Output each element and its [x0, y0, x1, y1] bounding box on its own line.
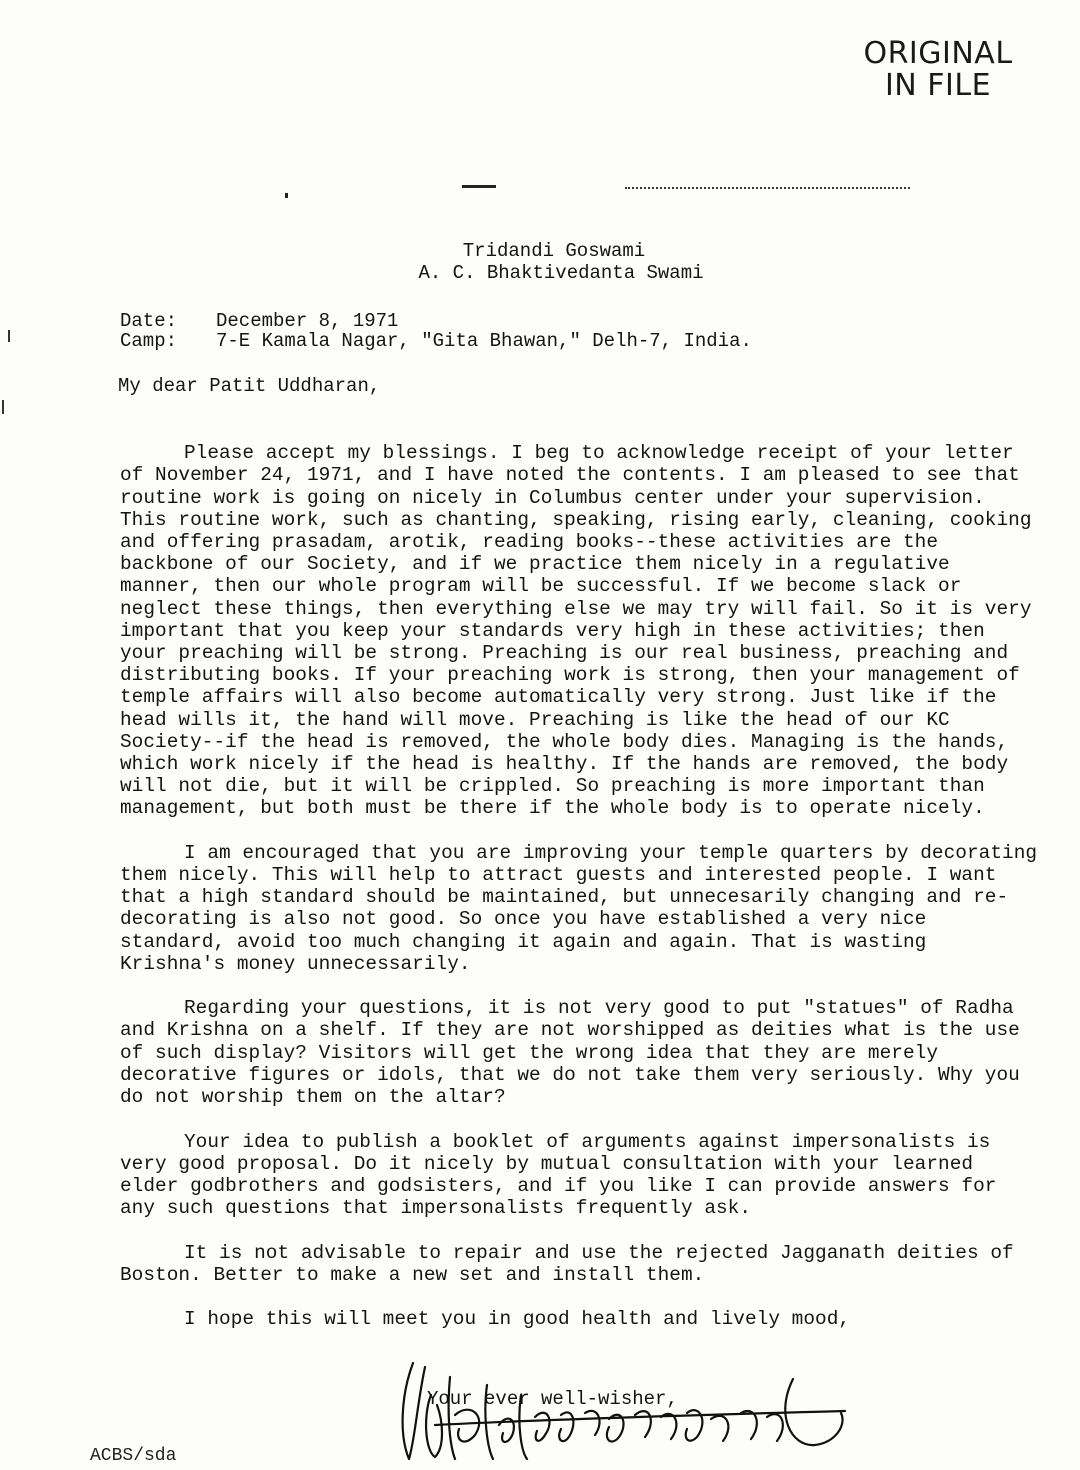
original-in-file-stamp — [858, 38, 1018, 102]
paragraph: Please accept my blessings. I beg to acknowledge receipt of your letter of November 24, 1971, and I have noted the contents. I am pleased to see that routine work is going on nicely in Columbus center under your supervision. This routine work, such as chanting, speaking, rising early, cleaning, cooking and offering prasadam, arotik, reading books--these activities are the backbone of our Society, and if we practice them nicely in a regulative manner, then our whole program will be successful. If we become slack or neglect these things, then everything else we may try will fail. So it is very important that you keep your standards very high in these activities; then your preaching will be strong. Preaching is our real business, preaching and distributing books. If your preaching work is strong, then your management of temple affairs will also become automatically very strong. Just like if the head wills it, the hand will move. Preaching is like the head of our KC Society--if the head is removed, the whole body dies. Managing is the hands, which work nicely if the head is healthy. If the hands are removed, the body will not die, but it will be crippled. So preaching is more important than management, but both must be there if the whole body is to operate nicely. — [120, 442, 1032, 820]
handwritten-signature — [395, 1355, 865, 1465]
margin-mark — [2, 400, 4, 414]
camp-line — [120, 330, 752, 352]
scan-mark-dash — [462, 185, 496, 188]
letterhead-name: A. C. Bhaktivedanta Swami — [418, 262, 704, 284]
paragraph: I hope this will meet you in good health and lively mood, — [184, 1308, 851, 1331]
scan-mark-dotted-line — [625, 187, 910, 189]
camp-label: Camp: — [120, 330, 178, 352]
closing-line: Your ever well-wisher, — [427, 1388, 678, 1410]
camp-value: 7-E Kamala Nagar, "Gita Bhawan," Delh-7, India. — [216, 330, 752, 352]
date-label: Date: — [120, 310, 178, 332]
paragraph: Regarding your questions, it is not very good to put "statues" of Radha and Krishna on a shelf. If they are not worshipped as deities what is the use of such display? Visitors will get the wrong idea that they are merely decorative figures or idols, that we do not take them very seriously. Why you do not worship them on the altar? — [120, 997, 1020, 1109]
paragraph: I am encouraged that you are improving your temple quarters by decorating them nicely. This will help to attract guests and interested people. I want that a high standard should be maintained, but unnecesarily changing and re-decorating is also not good. So once you have established a very nice standard, avoid too much changing it again and again. That is wasting Krishna's money unnecessarily. — [120, 841, 1038, 975]
margin-mark — [8, 330, 10, 342]
date-value: December 8, 1971 — [216, 310, 399, 332]
paragraph: It is not advisable to repair and use the rejected Jagganath deities of Boston. Better to make a new set and install them. — [120, 1241, 1014, 1286]
scan-speck — [285, 193, 288, 198]
stamp-line-2: IN FILE — [884, 68, 992, 103]
letterhead-title: Tridandi Goswami — [462, 240, 646, 262]
date-line — [120, 310, 398, 332]
stamp-line-1: ORIGINAL — [863, 36, 1013, 71]
paragraph: Your idea to publish a booklet of arguments against impersonalists is very good proposal. Do it nicely by mutual consultation with your learned elder godbrothers and godsisters, and if you like I can provide answers for any such questions that impersonalists frequently ask. — [120, 1130, 997, 1220]
letter-body — [120, 420, 1040, 1353]
typist-initials: ACBS/sda — [90, 1446, 177, 1466]
salutation: My dear Patit Uddharan, — [118, 375, 381, 397]
